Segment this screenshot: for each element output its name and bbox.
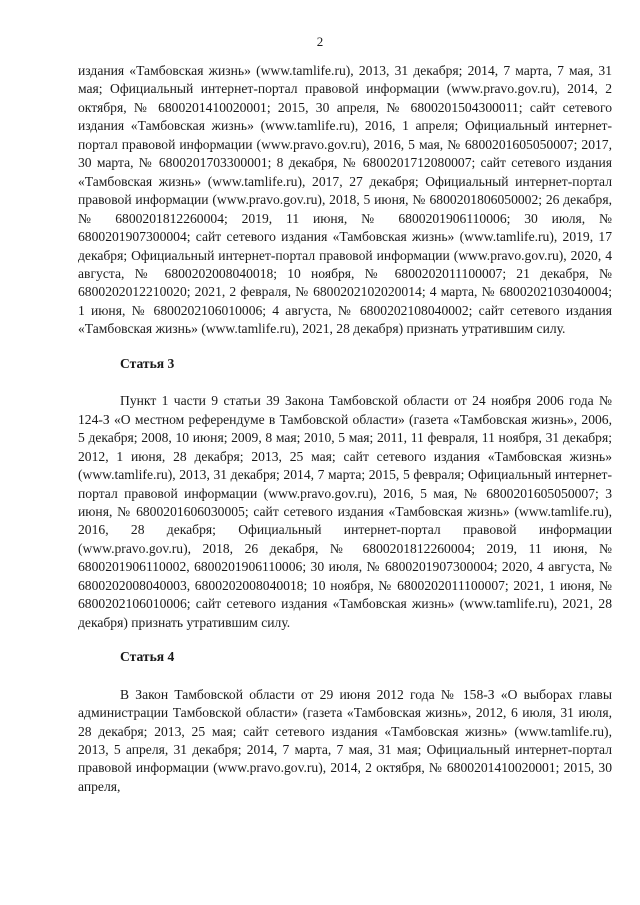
document-body [78,62,612,796]
article-3-paragraph: Пункт 1 части 9 статьи 39 Закона Тамбовской области от 24 ноября 2006 года № 124-З «О местном референдуме в Тамбовской области» (газета «Тамбовская жизнь», 2006, 5 декабря; 2008, 10 июня; 2009, 8 мая; 2010, 5 мая; 2011, 11 февраля, 11 ноября, 31 декабря; 2012, 1 июня, 28 декабря; 2013, 25 мая; сайт сетевого издания «Тамбовская жизнь» (www.tamlife.ru), 2013, 31 декабря; 2014, 7 марта; 2015, 5 февраля; Официальный интернет-портал правовой информации (www.pravo.gov.ru), 2016, 5 мая, № 6800201605050007; 3 июня, № 6800201606030005; сайт сетевого издания «Тамбовская жизнь» (www.tamlife.ru), 2016, 28 декабря; Официальный интернет-портал правовой информации (www.pravo.gov.ru), 2018, 26 декабря, № 6800201812260004; 2019, 11 июня, № 6800201906110002, 6800201906110006; 30 июля, № 6800201907300004; 2020, 4 августа, № 6800202008040003, 6800202008040018; 10 ноября, № 6800202011100007; 2021, 1 июня, № 6800202106010006; сайт сетевого издания «Тамбовская жизнь» (www.tamlife.ru), 2021, 28 декабря) признать утратившим силу. [78,393,612,630]
article-4-paragraph: В Закон Тамбовской области от 29 июня 2012 года № 158-З «О выборах главы администрации Тамбовской области» (газета «Тамбовская жизнь», 2012, 6 июля, 31 июля, 28 декабря; 2013, 25 мая; сайт сетевого издания «Тамбовская жизнь» (www.tamlife.ru), 2013, 5 апреля, 31 декабря; 2014, 7 марта, 7 мая, 31 мая; Официальный интернет-портал правовой информации (www.pravo.gov.ru), 2014, 2 октября, № 6800201410020001; 2015, 30 апреля, [78,686,612,794]
page-number: 2 [316,34,324,49]
paragraph-continuation: издания «Тамбовская жизнь» (www.tamlife.ru), 2013, 31 декабря; 2014, 7 марта, 7 мая, 31 мая; Официальный интернет-портал правовой информации (www.pravo.gov.ru), 2014, 2 октября, № 6800201410020001; 2015, 30 апреля, № 6800201504300011; сайт сетевого издания «Тамбовская жизнь» (www.tamlife.ru), 2016, 1 апреля; Официальный интернет-портал правовой информации (www.pravo.gov.ru), 2016, 5 мая, № 6800201605050007; 2017, 30 марта, № 6800201703300001; 8 декабря, № 6800201712080007; сайт сетевого издания «Тамбовская жизнь» (www.tamlife.ru), 2017, 27 декабря; Официальный интернет-портал правовой информации (www.pravo.gov.ru), 2018, 5 июня, № 6800201806050002; 26 декабря, № 6800201812260004; 2019, 11 июня, № 6800201906110006; 30 июля, № 6800201907300004; сайт сетевого издания «Тамбовская жизнь» (www.tamlife.ru), 2019, 17 декабря; Официальный интернет-портал правовой информации (www.pravo.gov.ru), 2020, 4 августа, № 6800202008040018; 10 ноября, № 6800202011100007; 21 декабря, № 6800202012210020; 2021, 2 февраля, № 6800202102020014; 4 марта, № 6800202103040004; 1 июня, № 6800202106010006; 4 августа, № 6800202108040002; сайт сетевого издания «Тамбовская жизнь» (www.tamlife.ru), 2021, 28 декабря) признать утратившим силу. [78,63,612,337]
article-heading-4: Статья 4 [120,649,175,665]
article-heading-3: Статья 3 [120,355,175,371]
